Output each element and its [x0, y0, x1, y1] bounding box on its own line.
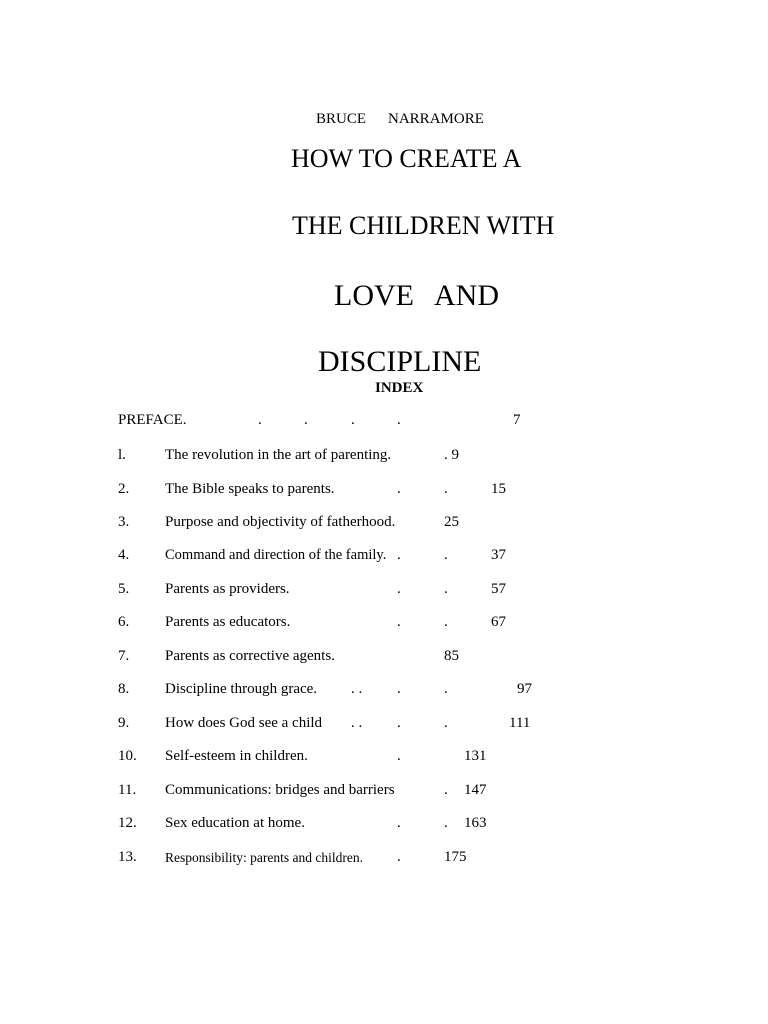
preface-label: PREFACE.: [118, 412, 187, 428]
toc-entry-number: 12.: [118, 815, 137, 831]
toc-entry-number: l.: [118, 447, 126, 463]
preface-dot: .: [397, 412, 401, 428]
toc-entry-page-number: 163: [464, 815, 487, 831]
toc-entry-page-number: 175: [444, 849, 467, 865]
toc-entry-page-number: 111: [509, 715, 531, 731]
toc-entry-dot: . .: [351, 715, 363, 731]
toc-entry-dot: .: [444, 581, 448, 597]
toc-entry-dot: .: [444, 815, 448, 831]
preface-dot: .: [351, 412, 355, 428]
toc-entry-number: 13.: [118, 849, 137, 865]
toc-entry-page-number: 25: [444, 514, 459, 530]
toc-entry-dot: .: [397, 681, 401, 697]
toc-entry-title: Parents as educators.: [165, 614, 291, 630]
toc-entry-dot: .: [397, 715, 401, 731]
toc-entry-page-number: 15: [491, 481, 506, 497]
title-line-3: [334, 279, 499, 313]
toc-entry-title: The Bible speaks to parents.: [165, 481, 335, 497]
toc-entry-number: 4.: [118, 547, 130, 563]
toc-entry-title: Purpose and objectivity of fatherhood.: [165, 514, 396, 530]
toc-entry-dot: .: [444, 614, 448, 630]
toc-entry-dot: .: [397, 481, 401, 497]
title-line-2: THE CHILDREN WITH: [292, 211, 555, 240]
author-first-name: BRUCE: [316, 111, 367, 127]
preface-page-number: 7: [513, 412, 521, 428]
toc-entry-number: 10.: [118, 748, 137, 764]
toc-entry-number: 9.: [118, 715, 130, 731]
toc-entry-dot: .: [397, 547, 401, 563]
toc-entry-number: 2.: [118, 481, 130, 497]
toc-entry-dot: .: [397, 815, 401, 831]
toc-entry-dot: . .: [351, 681, 363, 697]
toc-entry-number: 8.: [118, 681, 130, 697]
author-name: [316, 111, 484, 128]
toc-entry-number: 7.: [118, 648, 130, 664]
toc-entry-title: The revolution in the art of parenting.: [165, 447, 392, 463]
toc-entry-page-number: 147: [464, 782, 487, 798]
toc-entry-dot: .: [444, 782, 448, 798]
toc-entry-dot: .: [397, 849, 401, 865]
toc-entry-page-number: . 9: [444, 447, 459, 463]
toc-entry-page-number: 37: [491, 547, 506, 563]
preface-dot: .: [304, 412, 308, 428]
toc-entry-title: Discipline through grace.: [165, 681, 318, 697]
title-line-1: HOW TO CREATE A: [291, 144, 522, 173]
title-word-and: AND: [433, 279, 499, 312]
toc-entry-page-number: 131: [464, 748, 487, 764]
toc-entry-number: 5.: [118, 581, 130, 597]
title-word-love: LOVE: [334, 279, 414, 312]
toc-entry-number: 6.: [118, 614, 130, 630]
toc-entry-title: Command and direction of the family.: [165, 547, 387, 563]
toc-entry-dot: .: [444, 547, 448, 563]
toc-entry-number: 11.: [118, 782, 137, 798]
toc-entry-dot: .: [397, 614, 401, 630]
index-heading: INDEX: [375, 380, 424, 396]
toc-entry-dot: .: [444, 481, 448, 497]
preface-dot: .: [258, 412, 262, 428]
toc-entry-page-number: 85: [444, 648, 459, 664]
toc-entry-title: Communications: bridges and barriers: [165, 782, 395, 798]
toc-entry-dot: .: [444, 681, 448, 697]
toc-entry-dot: .: [444, 715, 448, 731]
toc-entry-title: Parents as corrective agents.: [165, 648, 335, 664]
toc-entry-title: Responsibility: parents and children.: [165, 850, 363, 865]
toc-entry-page-number: 57: [491, 581, 506, 597]
toc-entry-title: Self-esteem in children.: [165, 748, 308, 764]
toc-entry-page-number: 97: [517, 681, 532, 697]
toc-entry-title: How does God see a child: [165, 715, 323, 731]
title-line-4: DISCIPLINE: [318, 345, 482, 378]
toc-entry-number: 3.: [118, 514, 130, 530]
toc-entry-title: Sex education at home.: [165, 815, 305, 831]
toc-entry-dot: .: [397, 581, 401, 597]
toc-entry-dot: .: [397, 748, 401, 764]
toc-entry-title: Parents as providers.: [165, 581, 290, 597]
toc-entry-page-number: 67: [491, 614, 506, 630]
author-last-name: NARRAMORE: [388, 111, 484, 127]
